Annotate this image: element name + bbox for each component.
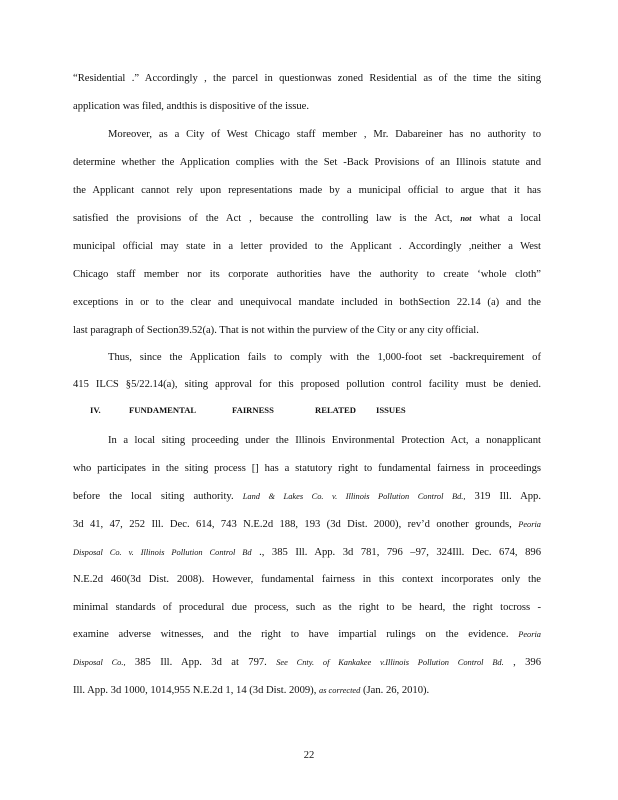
paragraph-line: In a local siting proceeding under the Illinois Environmental Protection Act, a nonapplicant bbox=[108, 435, 541, 446]
paragraph-line: Thus, since the Application fails to comply with the 1,000-foot set -backrequirement of bbox=[108, 352, 541, 363]
case-citation: Disposal Co., bbox=[73, 658, 126, 667]
paragraph-line: application was filed, andthis is dispositive of the issue. bbox=[73, 101, 309, 112]
paragraph-line: 3d 41, 47, 252 Ill. Dec. 614, 743 N.E.2d 188, 193 (3d Dist. 2000), rev’d onother grounds, Peoria bbox=[73, 519, 541, 530]
case-citation: Land & Lakes Co. v. Illinois Pollution Control Bd., bbox=[242, 492, 466, 501]
paragraph-line: Disposal Co. v. Illinois Pollution Control Bd ., 385 Ill. App. 3d 781, 796 –97, 324Ill. Dec. 674, 896 bbox=[73, 547, 541, 558]
paragraph-line: municipal official may state in a letter provided to the Applicant . Accordingly ,neither a West bbox=[73, 241, 541, 252]
paragraph-line: minimal standards of procedural due process, such as the right to be heard, the right tocross - bbox=[73, 602, 541, 613]
paragraph-line: before the local siting authority. Land & Lakes Co. v. Illinois Pollution Control Bd., 319 Ill. App. bbox=[73, 491, 541, 502]
heading-number: IV. bbox=[90, 405, 101, 415]
heading-word: RELATED bbox=[315, 405, 356, 415]
heading-word: ISSUES bbox=[376, 405, 406, 415]
paragraph-line: examine adverse witnesses, and the right to have impartial rulings on the evidence. Peoria bbox=[73, 629, 541, 640]
paragraph-line: “Residential .” Accordingly , the parcel in questionwas zoned Residential as of the time the siting bbox=[73, 73, 541, 84]
paragraph-line: Ill. App. 3d 1000, 1014,955 N.E.2d 1, 14 (3d Dist. 2009), as corrected (Jan. 26, 2010). bbox=[73, 685, 430, 696]
paragraph-line: determine whether the Application complies with the Set -Back Provisions of an Illinois statute and bbox=[73, 157, 541, 168]
case-citation: Peoria bbox=[518, 520, 541, 529]
paragraph-line: N.E.2d 460(3d Dist. 2008). However, fundamental fairness in this context incorporates only the bbox=[73, 574, 541, 585]
paragraph-line: who participates in the siting process [] has a statutory right to fundamental fairness in proceedings bbox=[73, 463, 541, 474]
paragraph-line: last paragraph of Section39.52(a). That is not within the purview of the City or any city official. bbox=[73, 325, 479, 336]
paragraph-line: exceptions in or to the clear and unequivocal mandate included in bothSection 22.14 (a) and the bbox=[73, 297, 541, 308]
paragraph-line: Moreover, as a City of West Chicago staff member , Mr. Dabareiner has no authority to bbox=[108, 129, 541, 140]
paragraph-line: Disposal Co., 385 Ill. App. 3d at 797. See Cnty. of Kankakee v.Illinois Pollution Control Bd. , 396 bbox=[73, 657, 541, 668]
paragraph-line: Chicago staff member nor its corporate authorities have the authority to create ‘whole cloth” bbox=[73, 269, 541, 280]
paragraph-line: satisfied the provisions of the Act , because the controlling law is the Act, not what a local bbox=[73, 213, 542, 224]
heading-word: FAIRNESS bbox=[232, 405, 274, 415]
page-number: 22 bbox=[303, 750, 315, 761]
case-citation: Disposal Co. v. Illinois Pollution Control Bd bbox=[73, 548, 252, 557]
heading-word: FUNDAMENTAL bbox=[129, 405, 197, 415]
case-citation: as corrected bbox=[319, 686, 361, 695]
paragraph-line: the Applicant cannot rely upon representations made by a municipal official to argue that it has bbox=[73, 185, 541, 196]
paragraph-line: 415 ILCS §5/22.14(a), siting approval for this proposed pollution control facility must be denied. bbox=[73, 379, 541, 390]
case-citation: See Cnty. of Kankakee v.Illinois Pollution Control Bd. bbox=[276, 658, 504, 667]
case-citation: Peoria bbox=[518, 630, 541, 639]
